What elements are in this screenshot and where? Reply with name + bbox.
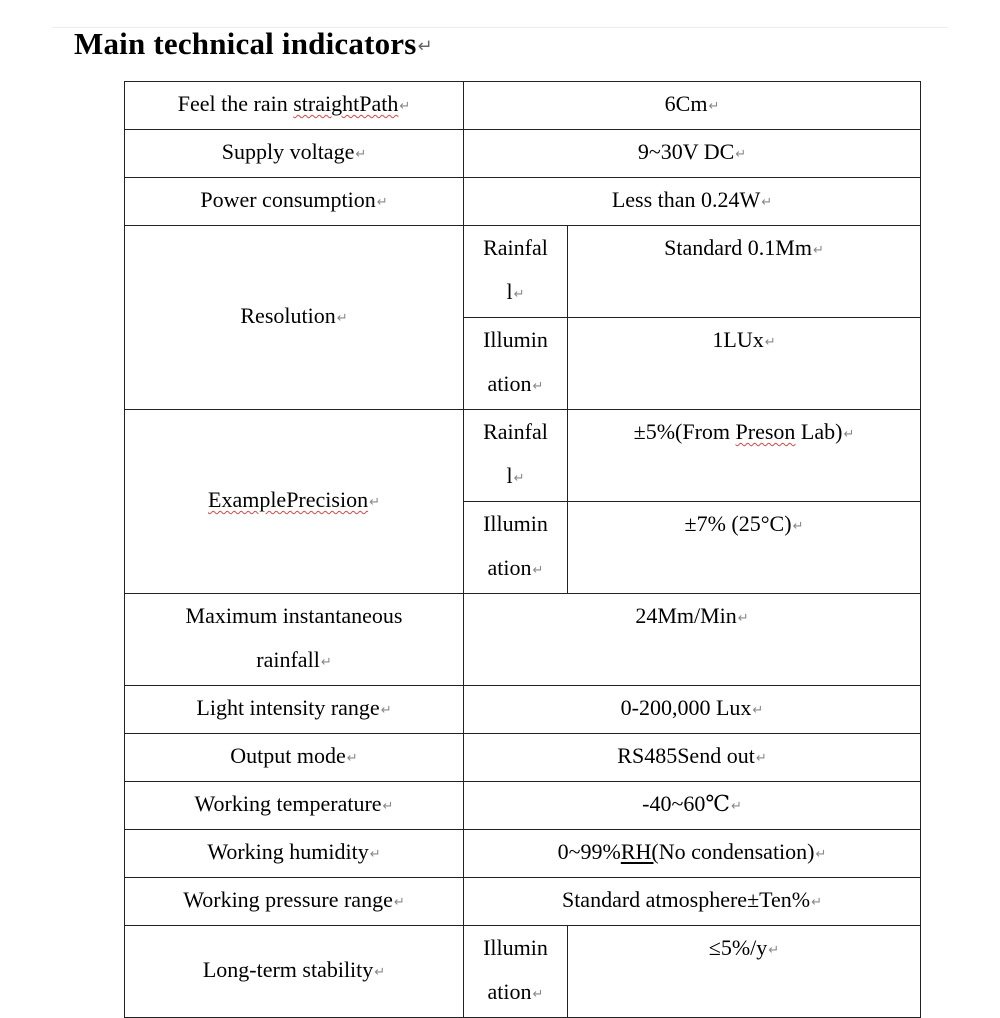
stability-sublabel: Illumin ation↵ — [464, 926, 568, 1018]
max-rainfall-label: Maximum instantaneous rainfall↵ — [125, 594, 464, 686]
light-range-label: Light intensity range↵ — [125, 686, 464, 734]
pressure-value: Standard atmosphere±Ten%↵ — [464, 878, 921, 926]
table-row-precision-rainfall — [125, 410, 921, 502]
resolution-label: Resolution↵ — [125, 226, 464, 410]
supply-voltage-label: Supply voltage↵ — [125, 130, 464, 178]
technical-indicators-table — [124, 81, 921, 1018]
output-value: RS485Send out↵ — [464, 734, 921, 782]
precision-label: ExamplePrecision↵ — [125, 410, 464, 594]
max-rainfall-value: 24Mm/Min↵ — [464, 594, 921, 686]
table-row-pressure — [125, 878, 921, 926]
table-row-power — [125, 178, 921, 226]
resolution-rainfall-value: Standard 0.1Mm↵ — [568, 226, 921, 318]
table-row-humidity — [125, 830, 921, 878]
light-range-value: 0-200,000 Lux↵ — [464, 686, 921, 734]
temperature-value: -40~60℃↵ — [464, 782, 921, 830]
paragraph-mark: ↵ — [417, 36, 433, 57]
precision-rainfall-sublabel: Rainfal l↵ — [464, 410, 568, 502]
power-label: Power consumption↵ — [125, 178, 464, 226]
output-label: Output mode↵ — [125, 734, 464, 782]
table-row-resolution-rainfall — [125, 226, 921, 318]
precision-rainfall-value: ±5%(From Preson Lab)↵ — [568, 410, 921, 502]
table-row-max-rainfall — [125, 594, 921, 686]
table-row-light-range — [125, 686, 921, 734]
pressure-label: Working pressure range↵ — [125, 878, 464, 926]
table-row-rain-diameter — [125, 82, 921, 130]
document-heading: Main technical indicators↵ — [74, 26, 433, 61]
precision-illumination-sublabel: Illumin ation↵ — [464, 502, 568, 594]
resolution-illumination-value: 1LUx↵ — [568, 318, 921, 410]
resolution-illumination-sublabel: Illumin ation↵ — [464, 318, 568, 410]
rain-diameter-value: 6Cm↵ — [464, 82, 921, 130]
stability-label: Long-term stability↵ — [125, 926, 464, 1018]
humidity-label: Working humidity↵ — [125, 830, 464, 878]
resolution-rainfall-sublabel: Rainfal l↵ — [464, 226, 568, 318]
table-row-temperature — [125, 782, 921, 830]
precision-illumination-value: ±7% (25°C)↵ — [568, 502, 921, 594]
rain-diameter-label: Feel the rain straightPath↵ — [125, 82, 464, 130]
temperature-label: Working temperature↵ — [125, 782, 464, 830]
power-value: Less than 0.24W↵ — [464, 178, 921, 226]
stability-value: ≤5%/y↵ — [568, 926, 921, 1018]
table-row-output — [125, 734, 921, 782]
table-row-stability — [125, 926, 921, 1018]
table-row-supply-voltage — [125, 130, 921, 178]
supply-voltage-value: 9~30V DC↵ — [464, 130, 921, 178]
humidity-value: 0~99%RH(No condensation)↵ — [464, 830, 921, 878]
